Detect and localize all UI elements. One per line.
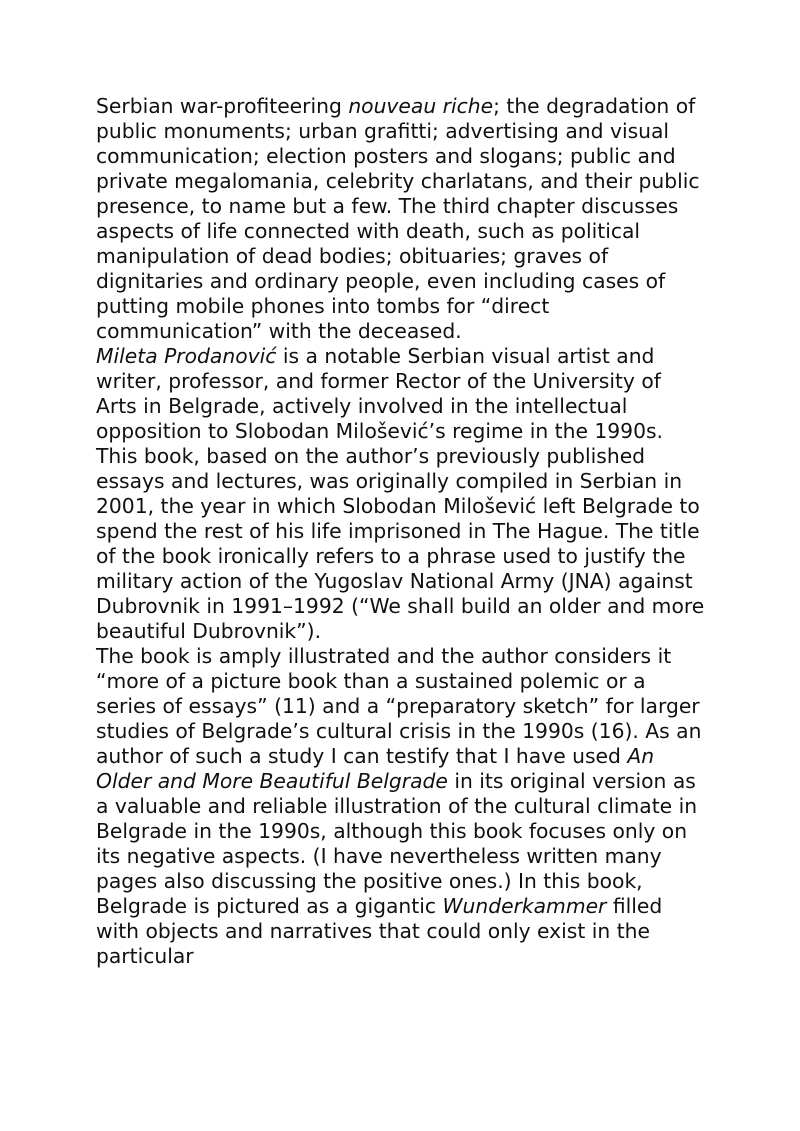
book-title: An Older and More Beautiful Belgrade (96, 744, 655, 793)
text-segment: ; the degradation of public monuments; urban grafitti; advertising and visual communication; election posters and slogans; public and private megalomania, celebrity charlatans, and their public presence, to name but a few. The third chapter discusses aspects of life connected with death, such as political manipulation of dead bodies; obituaries; graves of dignitaries and ordinary people, even including cases of putting mobile phones into tombs for “direct communication” with the deceased. (96, 94, 700, 343)
paragraph-3 (96, 644, 708, 969)
paragraph-2 (96, 344, 708, 644)
italic-term: Wunderkammer (442, 894, 607, 918)
italic-term: nouveau riche (348, 94, 494, 118)
author-name: Mileta Prodanović (96, 344, 277, 368)
text-segment: Serbian war-profiteering (96, 94, 349, 118)
text-segment: in its original version as a valuable and reliable illustration of the cultural climate in Belgrade in the 1990s, although this book focuses only on its negative aspects. (I have nevertheless written many pages also discussing the positive ones.) In this book, Belgrade is pictured as a gigantic (96, 769, 698, 918)
paragraph-1 (96, 94, 708, 344)
text-segment: is a notable Serbian visual artist and writer, professor, and former Rector of the University of Arts in Belgrade, actively involved in the intellectual opposition to Slobodan Milošević’s regime in the 1990s. This book, based on the author’s previously published essays and lectures, was originally compiled in Serbian in 2001, the year in which Slobodan Milošević left Belgrade to spend the rest of his life imprisoned in The Hague. The title of the book ironically refers to a phrase used to justify the military action of the Yugoslav National Army (JNA) against Dubrovnik in 1991–1992 (“We shall build an older and more beautiful Dubrovnik”). (96, 344, 705, 643)
text-segment: The book is amply illustrated and the author considers it “more of a picture book than a sustained polemic or a series of essays” (11) and a “preparatory sketch” for larger studies of Belgrade’s cultural crisis in the 1990s (16). As an author of such a study I can testify that I have used (96, 644, 702, 768)
document-page (96, 94, 708, 969)
text-segment: filled with objects and narratives that could only exist in the particular (96, 894, 663, 968)
